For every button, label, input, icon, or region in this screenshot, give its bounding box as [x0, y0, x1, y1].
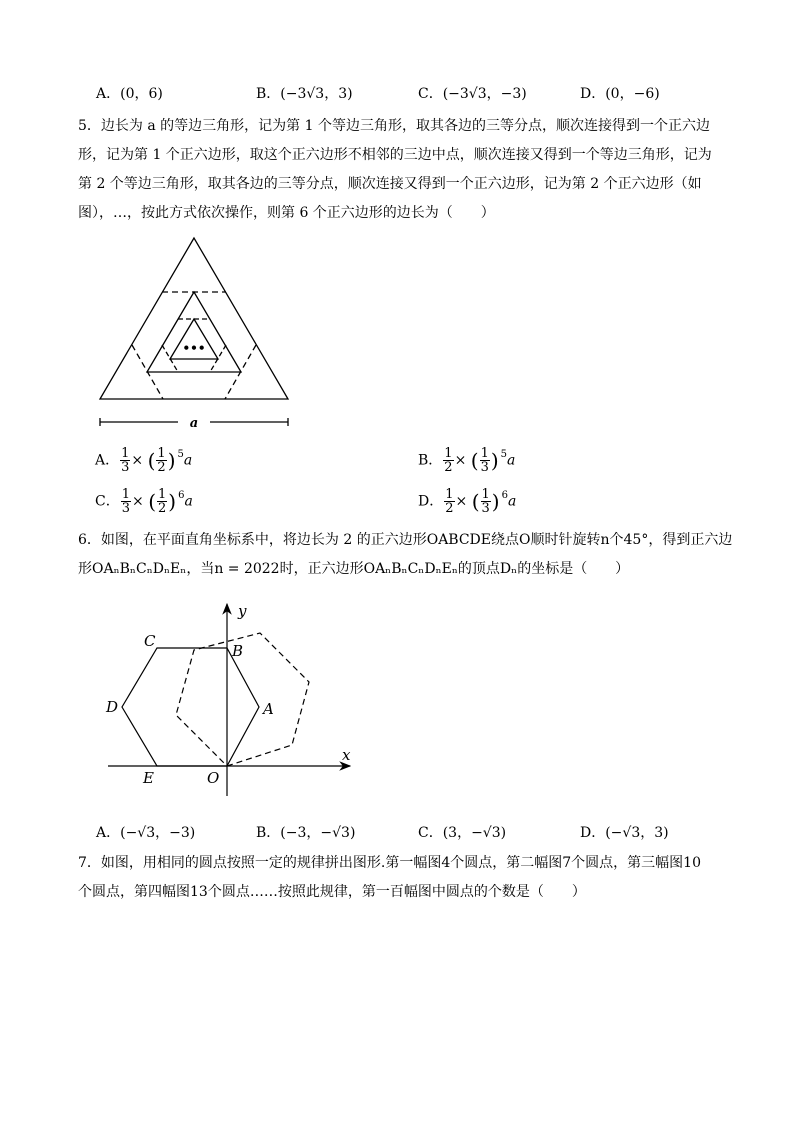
q6-hexagon-original [122, 648, 259, 766]
q5-option-b: B． $\frac{1}{2}$ × ( $\frac{1}{3}$ ) $^5$a [418, 446, 516, 475]
q6-stem-line-1: 6．如图，在平面直角坐标系中，将边长为 2 的正六边形OABCDE绕点O顺时针旋转n个45°，得到正六边 [78, 532, 733, 548]
q5-ellipsis-dots: ••• [182, 341, 206, 355]
q6-label-A: A [263, 700, 274, 718]
q4-option-d: D．(0，−6) [580, 86, 660, 102]
q6-label-E: E [143, 769, 154, 787]
q6-label-C: C [144, 632, 156, 650]
q6-label-B: B [232, 642, 244, 660]
q5-second-triangle [147, 292, 241, 372]
q5-side-label-a: a [189, 416, 199, 431]
q5-stem-line-2: 形，记为第 1 个正六边形，取这个正六边形不相邻的三边中点，顺次连接又得到一个等边三角形，记为 [78, 147, 712, 163]
q5-stem-line-1: 5．边长为 a 的等边三角形，记为第 1 个等边三角形，取其各边的三等分点，顺次连接得到一个正六边 [78, 118, 710, 134]
q5-option-c: C． $\frac{1}{3}$ × ( $\frac{1}{2}$ ) $^6$a [95, 487, 193, 516]
q7-stem-line-1: 7．如图，用相同的圆点按照一定的规律拼出图形.第一幅图4个圆点，第二幅图7个圆点，第三幅图10 [78, 855, 701, 871]
q5-option-a: A． $\frac{1}{3}$ × ( $\frac{1}{2}$ ) $^5$a [95, 446, 193, 475]
q7-stem-line-2: 个圆点，第四幅图13个圆点……按照此规律，第一百幅图中圆点的个数是（ ） [78, 884, 586, 900]
q5-stem-line-4: 图），…，按此方式依次操作，则第 6 个正六边形的边长为（ ） [78, 205, 495, 221]
q6-label-x: x [342, 746, 351, 764]
q6-label-O: O [207, 769, 220, 787]
q4-option-c: C．(−3√3，−3) [418, 86, 527, 102]
q6-option-d: D．(−√3，3) [580, 825, 669, 841]
q6-label-y: y [238, 602, 247, 620]
q4-option-b: B．(−3√3，3) [256, 86, 353, 102]
q5-stem-line-3: 第 2 个等边三角形，取其各边的三等分点，顺次连接又得到一个正六边形，记为第 2 个正六边形（如 [78, 176, 702, 192]
q5-option-d: D． $\frac{1}{2}$ × ( $\frac{1}{3}$ ) $^6$a [418, 487, 517, 516]
q6-hexagon-coordinate-figure [100, 600, 360, 805]
q6-option-b: B．(−3，−√3) [256, 825, 356, 841]
q6-option-c: C．(3，−√3) [418, 825, 507, 841]
q6-label-D: D [106, 698, 119, 716]
q6-stem-line-2: 形OAₙBₙCₙDₙEₙ，当n = 2022时，正六边形OAₙBₙCₙDₙEₙ的顶点Dₙ的坐标是（ ） [78, 561, 630, 577]
q5-nested-triangles-figure [90, 232, 300, 437]
q6-option-a: A．(−√3，−3) [96, 825, 196, 841]
q4-option-a: A．(0，6) [96, 86, 163, 102]
